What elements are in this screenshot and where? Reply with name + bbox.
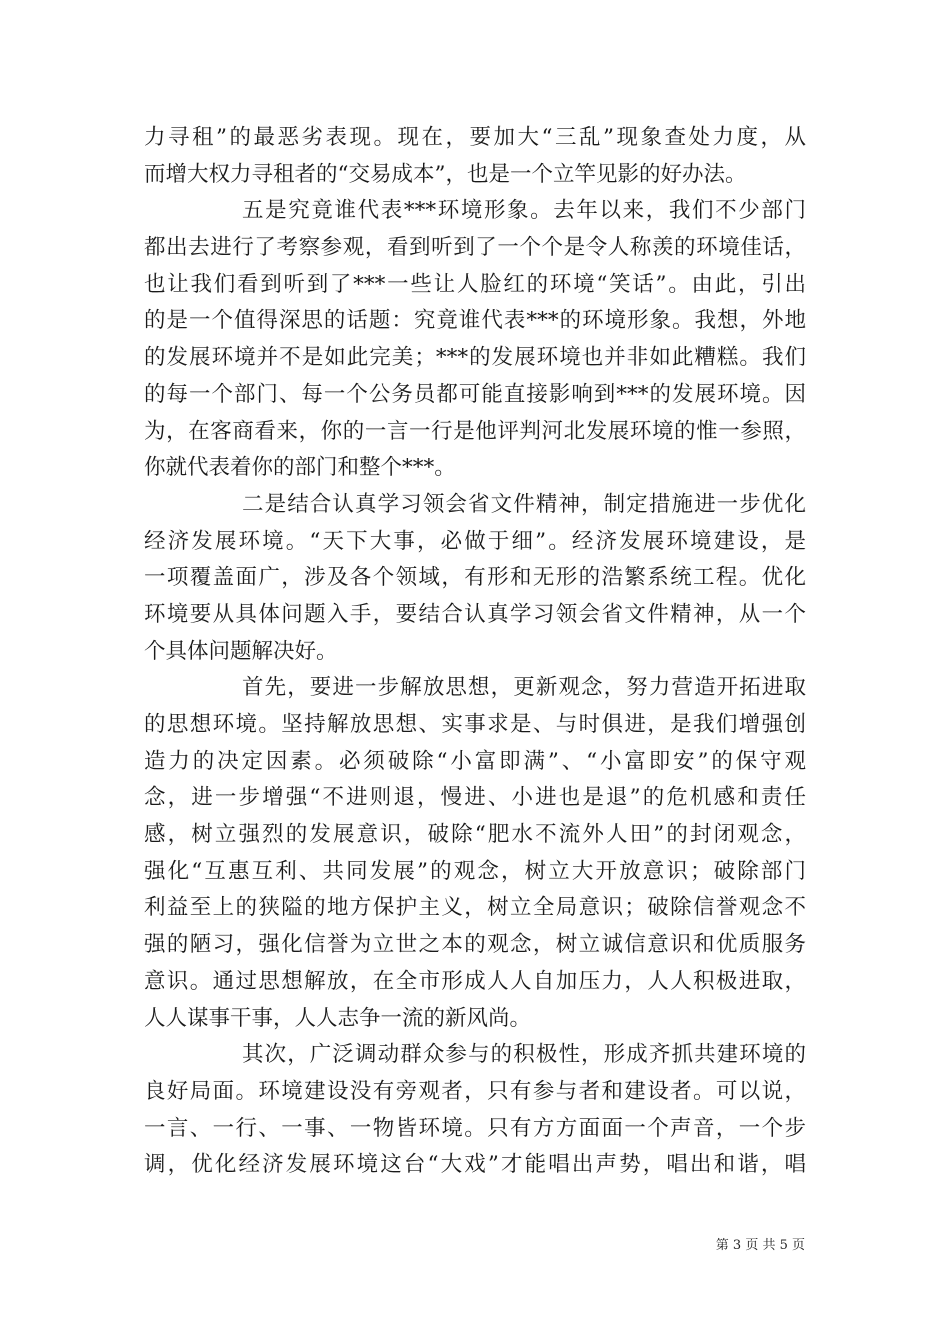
text-line: 都出去进行了考察参观，看到听到了一个个是令人称羡的环境佳话， [144,235,806,261]
paragraph-first-line: 首先，要进一步解放思想，更新观念，努力营造开拓进取 [242,675,806,701]
text-line: 你就代表着你的部门和整个***。 [144,455,456,481]
paragraph-first-line: 二是结合认真学习领会省文件精神，制定措施进一步优化 [242,491,806,517]
text-line: 强化“互惠互利、共同发展”的观念，树立大开放意识；破除部门 [144,858,806,884]
text-line: 的是一个值得深思的话题：究竟谁代表***的环境形象。我想，外地 [144,308,806,334]
paragraph-first-line: 其次，广泛调动群众参与的积极性，形成齐抓共建环境的 [242,1042,806,1068]
text-line: 念，进一步增强“不进则退，慢进、小进也是退”的危机感和责任 [144,785,806,811]
text-line: 为，在客商看来，你的一言一行是他评判河北发展环境的惟一参照， [144,418,806,444]
text-line: 良好局面。环境建设没有旁观者，只有参与者和建设者。可以说， [144,1078,806,1104]
text-line: 一言、一行、一事、一物皆环境。只有方方面面一个声音，一个步 [144,1115,806,1141]
text-line: 力寻租”的最恶劣表现。现在，要加大“三乱”现象查处力度，从 [144,125,806,150]
text-line: 也让我们看到听到了***一些让人脸红的环境“笑话”。由此，引出 [144,271,806,297]
text-line: 一项覆盖面广，涉及各个领域，有形和无形的浩繁系统工程。优化 [144,565,806,591]
text-line: 而增大权力寻租者的“交易成本”，也是一个立竿见影的好办法。 [144,161,747,187]
text-line: 强的陋习，强化信誉为立世之本的观念，树立诚信意识和优质服务 [144,932,806,958]
text-line: 造力的决定因素。必须破除“小富即满”、“小富即安”的保守观 [144,748,806,774]
text-line: 利益至上的狭隘的地方保护主义，树立全局意识；破除信誉观念不 [144,895,806,921]
text-line: 经济发展环境。“天下大事，必做于细”。经济发展环境建设，是 [144,528,806,554]
text-line: 感，树立强烈的发展意识，破除“肥水不流外人田”的封闭观念， [144,822,806,848]
text-line: 环境要从具体问题入手，要结合认真学习领会省文件精神，从一个 [144,601,806,627]
text-line: 的思想环境。坚持解放思想、实事求是、与时俱进，是我们增强创 [144,712,806,737]
text-line: 调，优化经济发展环境这台“大戏”才能唱出声势，唱出和谐，唱 [144,1152,806,1178]
text-line: 的发展环境并不是如此完美；***的发展环境也并非如此糟糕。我们 [144,345,806,371]
paragraph-first-line: 五是究竟谁代表***环境形象。去年以来，我们不少部门 [242,198,806,224]
text-line: 个具体问题解决好。 [144,638,338,664]
text-line: 人人谋事干事，人人志争一流的新风尚。 [144,1005,532,1031]
body-text [144,120,806,1184]
text-line: 意识。通过思想解放，在全市形成人人自加压力，人人积极进取， [144,968,806,994]
page-number-footer: 第 3 页 共 5 页 [715,1238,805,1253]
text-line: 的每一个部门、每一个公务员都可能直接影响到***的发展环境。因 [144,381,806,407]
